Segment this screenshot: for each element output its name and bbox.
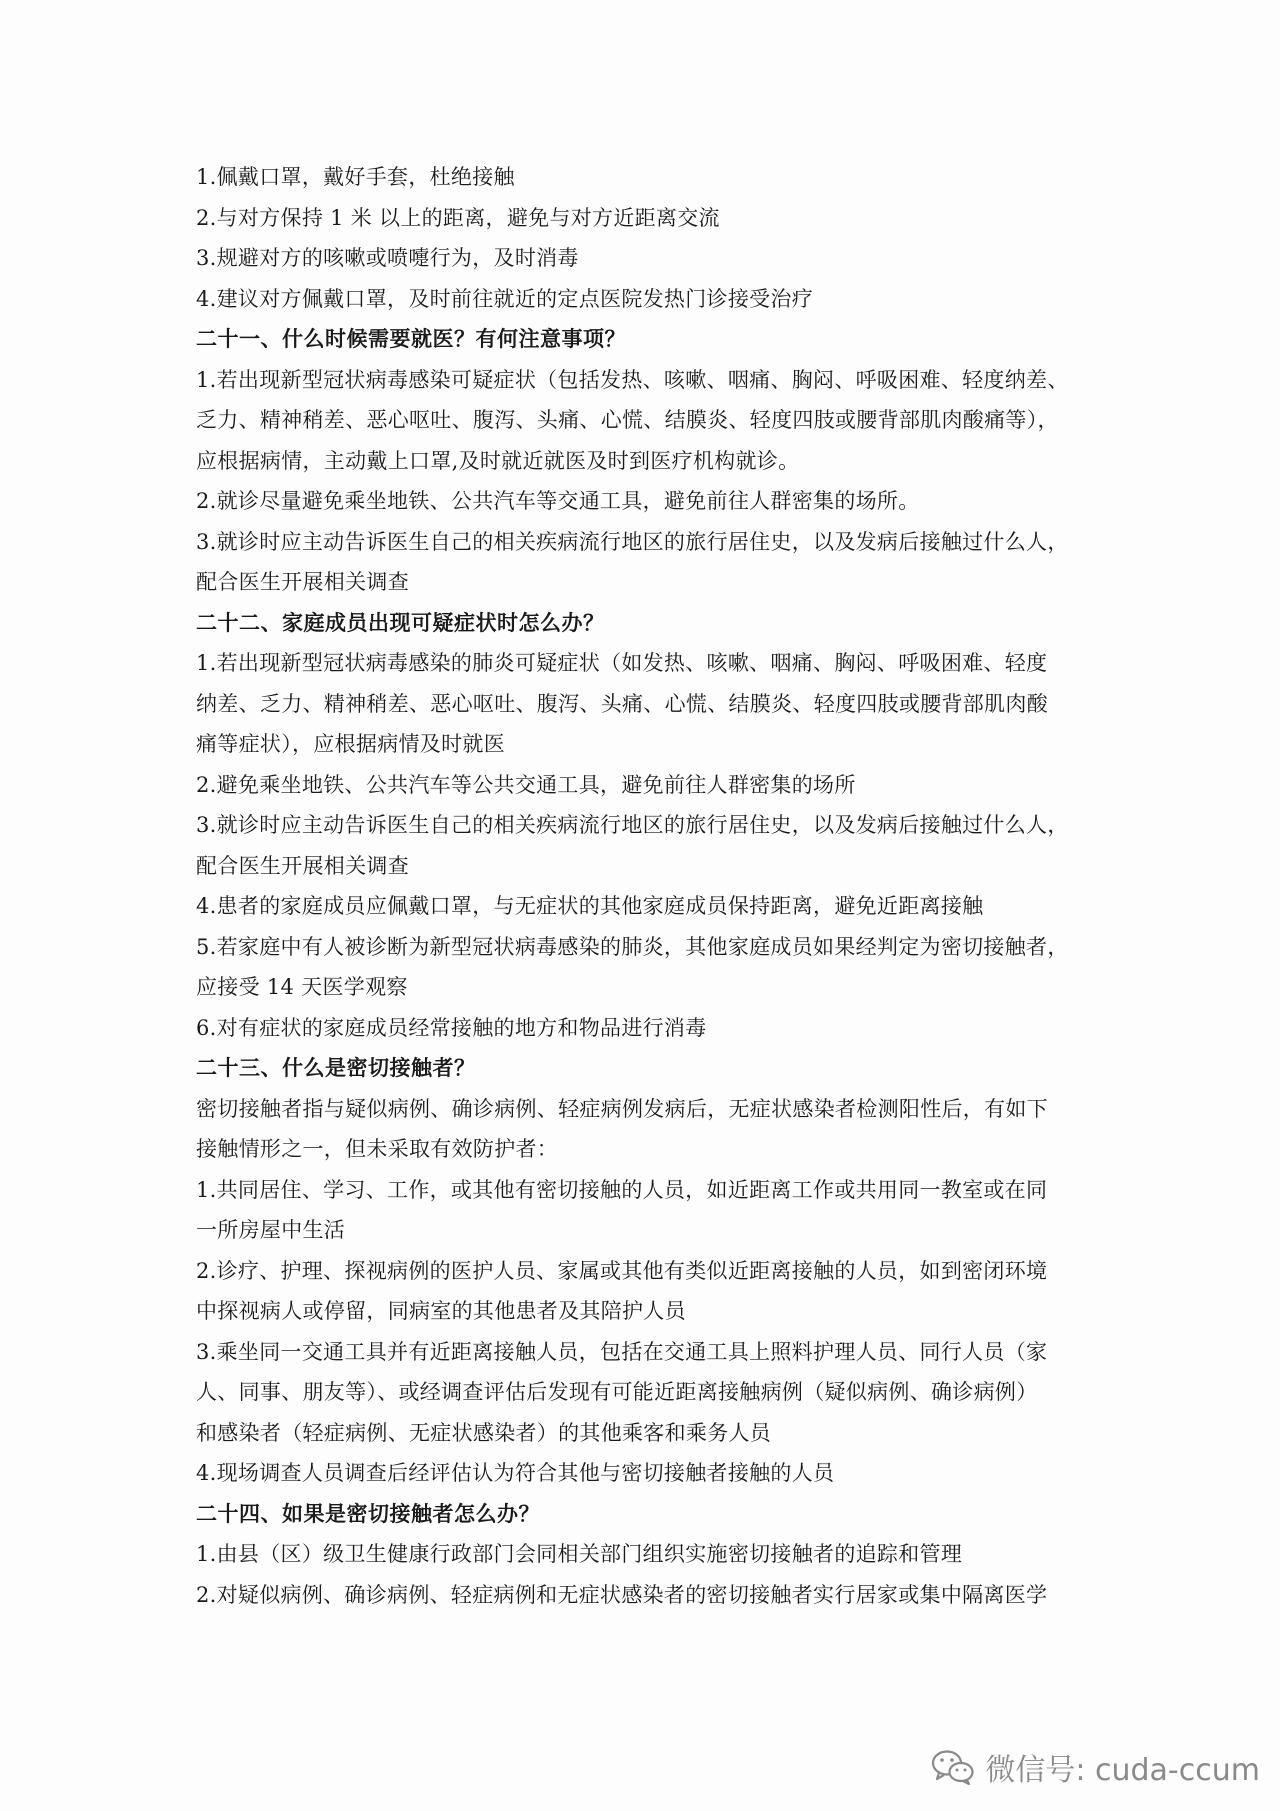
- text-line: 3.就诊时应主动告诉医生自己的相关疾病流行地区的旅行居住史，以及发病后接触过什么人，: [196, 813, 1069, 837]
- text-line: 3.乘坐同一交通工具并有近距离接触人员，包括在交通工具上照料护理人员、同行人员（家: [196, 1339, 1048, 1364]
- wechat-watermark: [931, 1745, 1260, 1789]
- text-line: 4.患者的家庭成员应佩戴口罩，与无症状的其他家庭成员保持距离，避免近距离接触: [196, 894, 984, 918]
- text-line: 中探视病人或停留，同病室的其他患者及其陪护人员: [196, 1299, 686, 1323]
- text-line: 2.对疑似病例、确诊病例、轻症病例和无症状感染者的密切接触者实行居家或集中隔离医学: [196, 1582, 1048, 1607]
- text-line: 3.规避对方的咳嗽或喷嚏行为，及时消毒: [196, 246, 579, 270]
- text-line: 纳差、乏力、精神稍差、恶心呕吐、腹泻、头痛、心慌、结膜炎、轻度四肢或腰背部肌肉酸: [196, 691, 1048, 716]
- text-line: 2.诊疗、护理、探视病例的医护人员、家属或其他有类似近距离接触的人员，如到密闭环境: [196, 1258, 1048, 1283]
- text-line: 痛等症状），应根据病情及时就医: [196, 732, 505, 756]
- text-line: 1.由县（区）级卫生健康行政部门会同相关部门组织实施密切接触者的追踪和管理: [196, 1542, 963, 1566]
- text-line: 2.就诊尽量避免乘坐地铁、公共汽车等交通工具，避免前往人群密集的场所。: [196, 489, 920, 513]
- section-heading: 二十二、家庭成员出现可疑症状时怎么办？: [196, 610, 605, 635]
- text-line: 2.与对方保持 1 米 以上的距离，避免与对方近距离交流: [196, 205, 720, 230]
- text-line: 1.佩戴口罩，戴好手套，杜绝接触: [196, 165, 515, 189]
- text-line: 4.现场调查人员调查后经评估认为符合其他与密切接触者接触的人员: [196, 1461, 835, 1485]
- text-line: 配合医生开展相关调查: [196, 853, 409, 878]
- text-line: 2.避免乘坐地铁、公共汽车等公共交通工具，避免前往人群密集的场所: [196, 772, 856, 797]
- text-line: 乏力、精神稍差、恶心呕吐、腹泻、头痛、心慌、结膜炎、轻度四肢或腰背部肌肉酸痛等），: [196, 408, 1059, 432]
- wechat-icon: [931, 1748, 975, 1786]
- text-line: 和感染者（轻症病例、无症状感染者）的其他乘客和乘务人员: [196, 1420, 772, 1445]
- text-line: 配合医生开展相关调查: [196, 570, 409, 594]
- text-line: 应根据病情，主动戴上口罩,及时就近就医及时到医疗机构就诊。: [196, 448, 800, 473]
- text-line: 1.若出现新型冠状病毒感染的肺炎可疑症状（如发热、咳嗽、咽痛、胸闷、呼吸困难、轻度: [196, 651, 1048, 675]
- text-line: 1.若出现新型冠状病毒感染可疑症状（包括发热、咳嗽、咽痛、胸闷、呼吸困难、轻度纳差、: [196, 367, 1069, 392]
- section-heading: 二十一、什么时候需要就医？有何注意事项？: [196, 327, 626, 351]
- text-line: 6.对有症状的家庭成员经常接触的地方和物品进行消毒: [196, 1015, 707, 1040]
- text-line: 4.建议对方佩戴口罩，及时前往就近的定点医院发热门诊接受治疗: [196, 286, 814, 311]
- text-line: 接触情形之一，但未采取有效防护者：: [196, 1137, 559, 1161]
- text-line: 人、同事、朋友等）、或经调查评估后发现有可能近距离接触病例（疑似病例、确诊病例）: [196, 1380, 1038, 1404]
- text-line: 5.若家庭中有人被诊断为新型冠状病毒感染的肺炎，其他家庭成员如果经判定为密切接触者，: [196, 934, 1069, 959]
- section-heading: 二十三、什么是密切接触者？: [196, 1056, 476, 1080]
- text-line: 密切接触者指与疑似病例、确诊病例、轻症病例发病后，无症状感染者检测阳性后，有如下: [196, 1096, 1048, 1121]
- document-body: [196, 157, 1116, 1615]
- watermark-text: 微信号: cuda-ccum: [985, 1753, 1260, 1788]
- section-heading: 二十四、如果是密切接触者怎么办？: [196, 1501, 540, 1526]
- text-line: 一所房屋中生活: [196, 1218, 346, 1242]
- text-line: 3.就诊时应主动告诉医生自己的相关疾病流行地区的旅行居住史，以及发病后接触过什么人，: [196, 529, 1069, 554]
- text-line: 应接受 14 天医学观察: [196, 975, 408, 999]
- text-line: 1.共同居住、学习、工作，或其他有密切接触的人员，如近距离工作或共用同一教室或在同: [196, 1177, 1048, 1202]
